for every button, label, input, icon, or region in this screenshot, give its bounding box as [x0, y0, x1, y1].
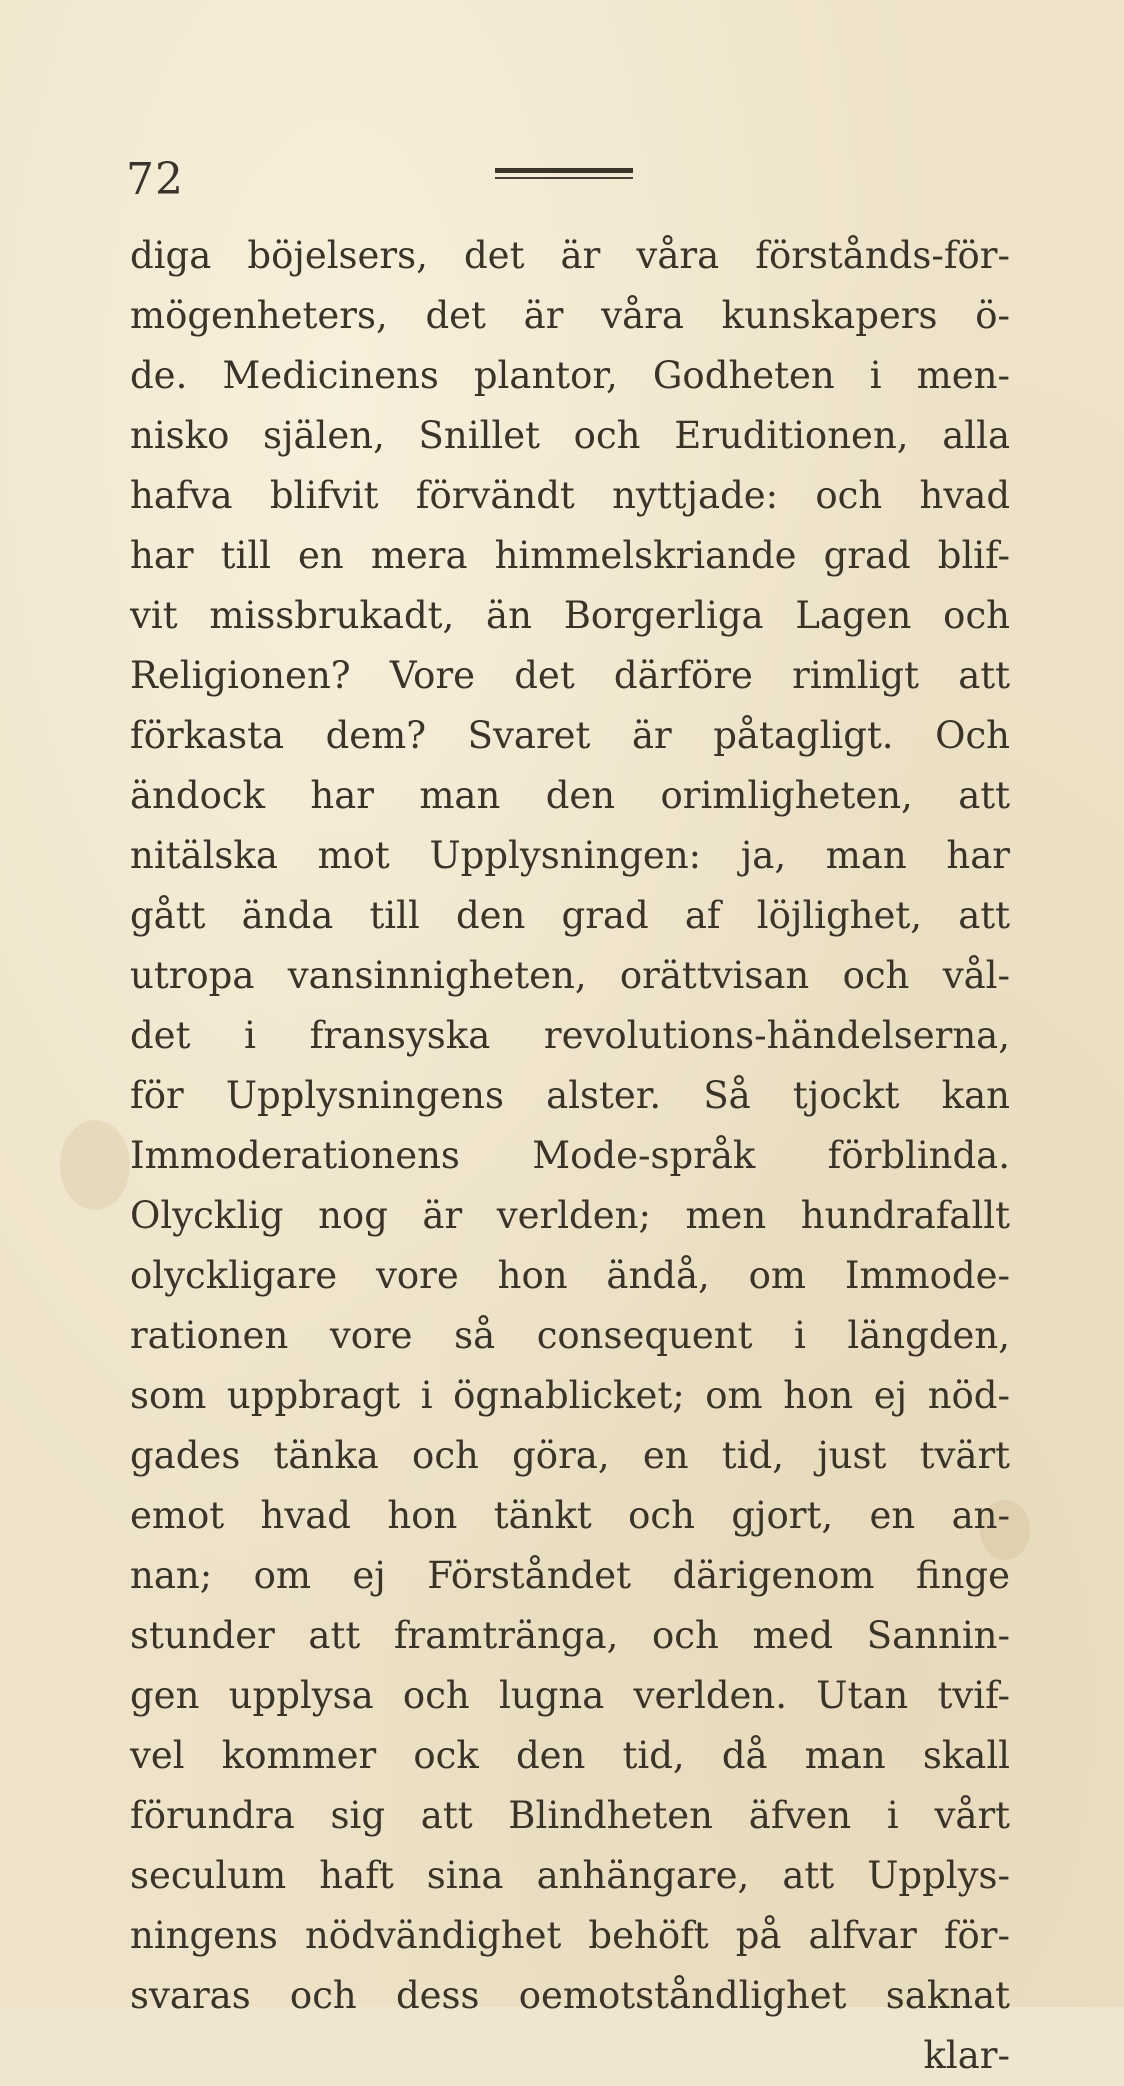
text-line: nan; om ej Förståndet därigenom finge [130, 1554, 1010, 1597]
text-line: Religionen? Vore det därföre rimligt att [130, 654, 1010, 697]
text-line: olyckligare vore hon ändå, om Immode- [130, 1254, 1010, 1297]
text-line: gen upplysa och lugna verlden. Utan tvif- [130, 1674, 1010, 1717]
paper-stain [60, 1120, 130, 1210]
text-line: vit missbrukadt, än Borgerliga Lagen och [130, 594, 1010, 637]
body-text [130, 226, 1010, 2086]
text-line: nisko själen, Snillet och Eruditionen, alla [130, 414, 1010, 457]
text-line: det i fransyska revolutions-händelserna, [130, 1014, 1010, 1057]
catchword: klar- [923, 2034, 1010, 2077]
text-line: förkasta dem? Svaret är påtagligt. Och [130, 714, 1010, 757]
text-line: vel kommer ock den tid, då man skall [130, 1734, 1010, 1777]
header-rule-thin [495, 177, 633, 179]
text-line: ändock har man den orimligheten, att [130, 774, 1010, 817]
text-line: svaras och dess oemotståndlighet saknat [130, 1974, 1010, 2017]
text-line: mögenheters, det är våra kunskapers ö- [130, 294, 1010, 337]
text-line: gades tänka och göra, en tid, just tvärt [130, 1434, 1010, 1477]
header-rule [495, 168, 633, 180]
text-line: stunder att framtränga, och med Sannin- [130, 1614, 1010, 1657]
header-rule-thick [495, 168, 633, 173]
text-line: för Upplysningens alster. Så tjockt kan [130, 1074, 1010, 1117]
text-line: Olycklig nog är verlden; men hundrafallt [130, 1194, 1010, 1237]
text-line: utropa vansinnigheten, orättvisan och vål- [130, 954, 1010, 997]
text-line: hafva blifvit förvändt nyttjade: och hvad [130, 474, 1010, 517]
text-line: gått ända till den grad af löjlighet, att [130, 894, 1010, 937]
text-line: ningens nödvändighet behöft på alfvar för- [130, 1914, 1010, 1957]
text-line: seculum haft sina anhängare, att Upplys- [130, 1854, 1010, 1897]
text-line: nitälska mot Upplysningen: ja, man har [130, 834, 1010, 877]
text-line: rationen vore så consequent i längden, [130, 1314, 1010, 1357]
text-line: har till en mera himmelskriande grad blif- [130, 534, 1010, 577]
text-line: emot hvad hon tänkt och gjort, en an- [130, 1494, 1010, 1537]
text-line: som uppbragt i ögnablicket; om hon ej nöd- [130, 1374, 1010, 1417]
page-number: 72 [126, 154, 184, 205]
text-line: diga böjelsers, det är våra förstånds-för- [130, 234, 1010, 277]
text-line: de. Medicinens plantor, Godheten i men- [130, 354, 1010, 397]
text-line: förundra sig att Blindheten äfven i vårt [130, 1794, 1010, 1837]
text-line: Immoderationens Mode-språk förblinda. [130, 1134, 1010, 1177]
